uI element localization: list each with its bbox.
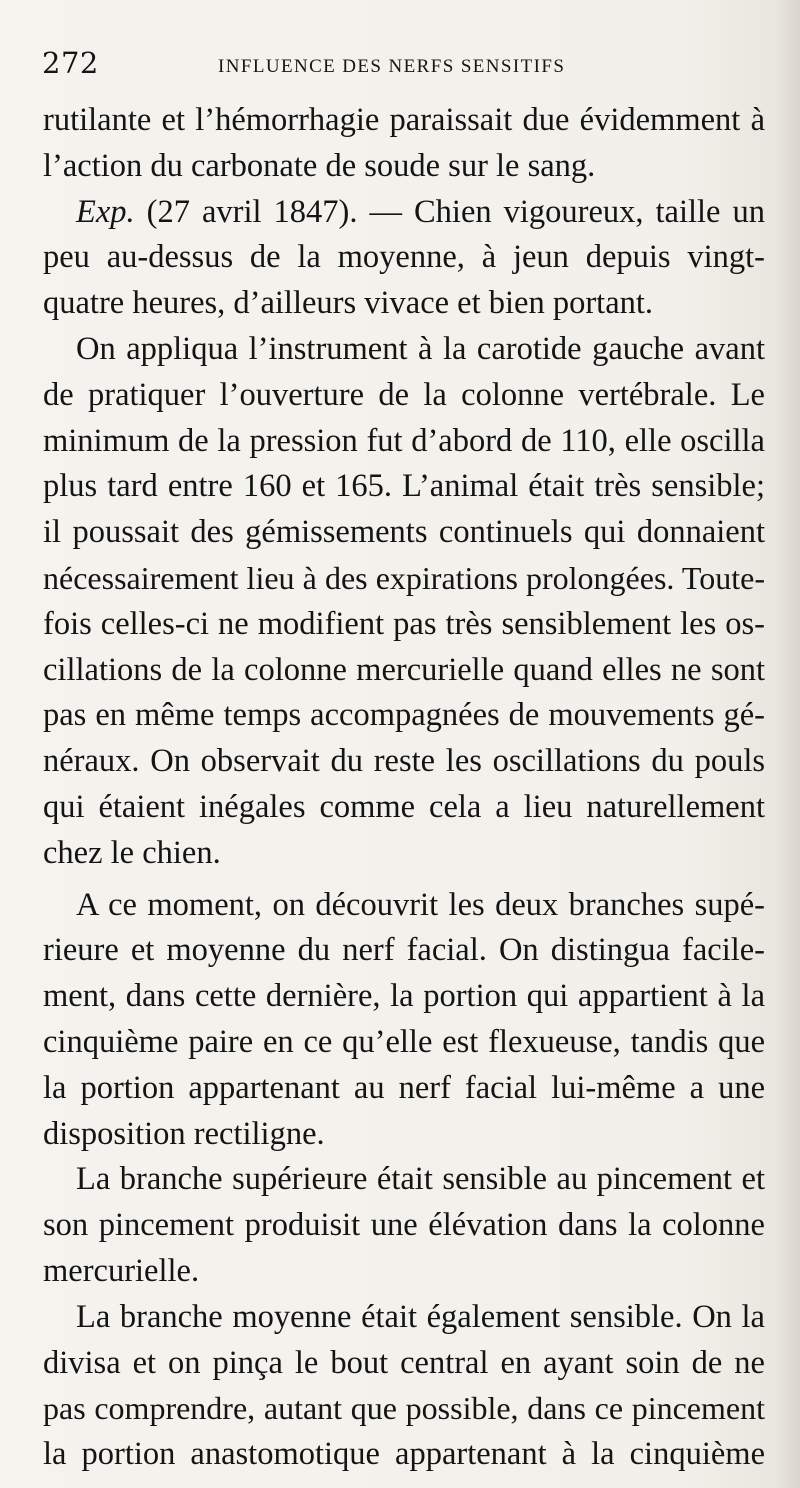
text-line — [43, 327, 765, 373]
text-line — [43, 281, 765, 327]
text-line-content: quatre heures, d’ailleurs vivace et bien portant. — [43, 285, 654, 322]
text-line — [43, 1341, 765, 1387]
text-line-content: peu au-dessus de la moyenne, à jeun depuis vingt- — [43, 239, 765, 276]
text-line-content: son pincement produisit une élévation dans la colonne — [43, 1207, 765, 1244]
text-line-content: fois celles-ci ne modifient pas très sensiblement les os- — [43, 605, 765, 642]
page-header — [42, 46, 762, 86]
text-line-content: cillations de la colonne mercurielle quand elles ne sont — [43, 651, 765, 688]
text-line-content: qui étaient inégales comme cela a lieu naturellement — [43, 788, 765, 825]
text-line — [43, 1020, 765, 1066]
text-line-content: pas en même temps accompagnées de mouvements gé- — [43, 697, 765, 734]
text-line — [43, 556, 765, 602]
experiment-label: Exp. — [76, 193, 135, 230]
text-line — [43, 785, 765, 831]
page-number: 272 — [42, 46, 99, 80]
text-line — [43, 1295, 765, 1341]
text-line — [43, 1432, 765, 1478]
text-line — [43, 510, 765, 556]
text-line — [43, 648, 765, 694]
text-line — [43, 1386, 765, 1432]
text-line-content: pas comprendre, autant que possible, dans ce pincement — [43, 1390, 765, 1427]
text-line-content: néraux. On observait du reste les oscillations du pouls — [43, 743, 765, 780]
text-line — [43, 693, 765, 739]
text-line — [43, 831, 765, 877]
text-line-content: l’action du carbonate de soude sur le sang. — [43, 147, 596, 184]
text-line-content: il poussait des gémissements continuels qui donnaient — [43, 514, 765, 551]
text-line-content: La branche moyenne était également sensible. On la — [76, 1298, 765, 1335]
text-line-content: nécessairement lieu à des expirations prolongées. Toute- — [43, 559, 765, 596]
text-line — [43, 602, 765, 648]
text-line — [43, 1112, 765, 1158]
text-line — [43, 373, 765, 419]
text-line — [43, 974, 765, 1020]
text-line — [43, 235, 765, 281]
text-line — [43, 190, 765, 236]
text-line-content: divisa et on pinça le bout central en ayant soin de ne — [43, 1344, 765, 1381]
text-line — [43, 1249, 765, 1295]
text-line-content: mercurielle. — [43, 1252, 200, 1289]
text-line — [43, 144, 765, 190]
text-line — [43, 883, 765, 929]
text-line-content: rutilante et l’hémorrhagie paraissait due évidemment à — [43, 102, 765, 138]
text-line-content: la portion anastomotique appartenant à la cinquième — [43, 1436, 765, 1473]
text-line-content: A ce moment, on découvrit les deux branches supé- — [76, 886, 765, 923]
body-text — [43, 98, 765, 1478]
text-line-content: disposition rectiligne. — [43, 1115, 325, 1152]
text-line — [43, 419, 765, 465]
text-line — [43, 1203, 765, 1249]
text-line-content: la portion appartenant au nerf facial lui-même a une — [43, 1069, 765, 1106]
text-line — [43, 464, 765, 510]
text-line — [43, 98, 765, 144]
text-line-content: La branche supérieure était sensible au pincement et — [76, 1161, 765, 1198]
text-line — [43, 1066, 765, 1112]
text-line-content: ment, dans cette dernière, la portion qui appartient à la — [43, 978, 765, 1015]
text-line-content: plus tard entre 160 et 165. L’animal était très sensible; — [43, 468, 765, 505]
text-line — [43, 1157, 765, 1203]
text-line-content: (27 avril 1847). — Chien vigoureux, taille un — [134, 193, 765, 230]
text-line-content: rieure et moyenne du nerf facial. On distingua facile- — [43, 932, 765, 969]
text-line-content: chez le chien. — [43, 834, 221, 871]
text-line — [43, 739, 765, 785]
text-line — [43, 928, 765, 974]
text-line-content: On appliqua l’instrument à la carotide gauche avant — [76, 330, 765, 367]
running-head: INFLUENCE DES NERFS SENSITIFS — [218, 56, 566, 77]
text-line-content: de pratiquer l’ouverture de la colonne vertébrale. Le — [43, 376, 765, 413]
text-line-content: cinquième paire en ce qu’elle est flexueuse, tandis que — [43, 1023, 765, 1060]
text-line-content: minimum de la pression fut d’abord de 110, elle oscilla — [43, 422, 765, 459]
